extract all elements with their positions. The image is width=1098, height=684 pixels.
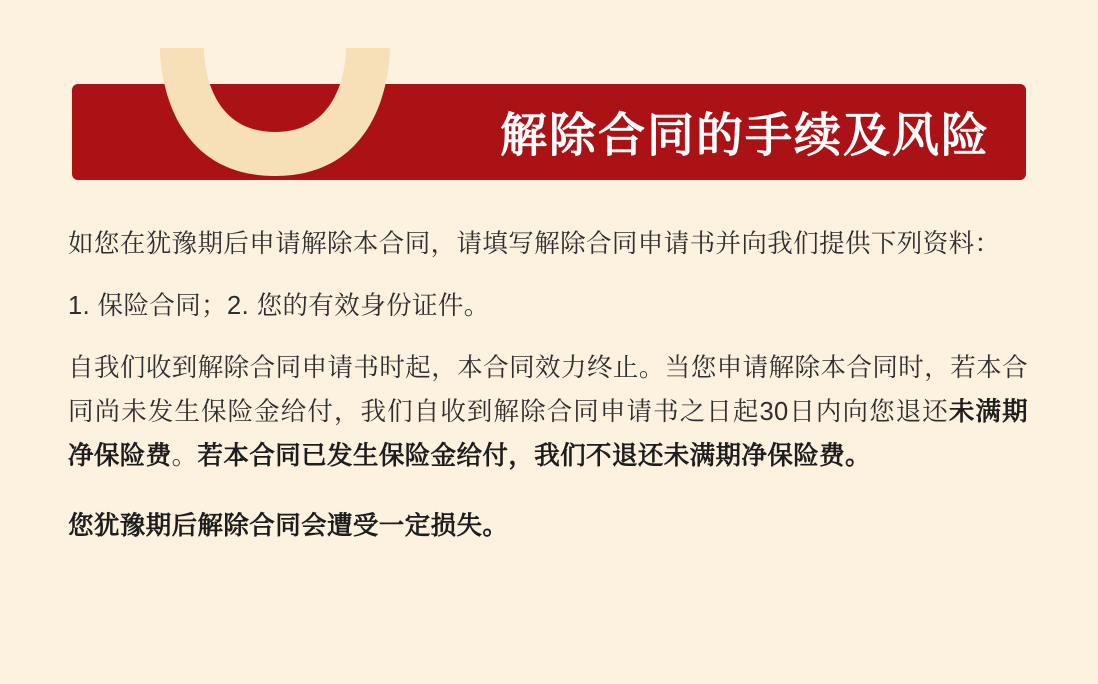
paragraph-materials-list [68,284,1028,328]
header-banner [72,84,1026,180]
paragraph-termination-effect [68,346,1028,478]
page-title: 解除合同的手续及风险 [500,108,990,162]
paragraph-intro [68,222,1028,266]
text-run: 。 [171,442,198,470]
text-run: 自我们收到解除合同申请书时起，本合同效力终止。当您申请解除本合同时，若本合同尚未发生保险金给付，我们自收到解除合同申请书之日起30日内向您退还 [68,354,1028,426]
paragraph-warning [68,504,1028,548]
body-content [68,222,1028,566]
text-run: 1. 保险合同；2. 您的有效身份证件。 [68,292,490,320]
text-run-bold: 未满期净保险费 [68,398,1028,470]
text-run-bold: 您犹豫期后解除合同会遭受一定损失。 [68,512,509,540]
text-run-bold: 若本合同已发生保险金给付，我们不退还未满期净保险费。 [197,442,871,470]
text-run: 如您在犹豫期后申请解除本合同，请填写解除合同申请书并向我们提供下列资料： [68,230,1001,258]
